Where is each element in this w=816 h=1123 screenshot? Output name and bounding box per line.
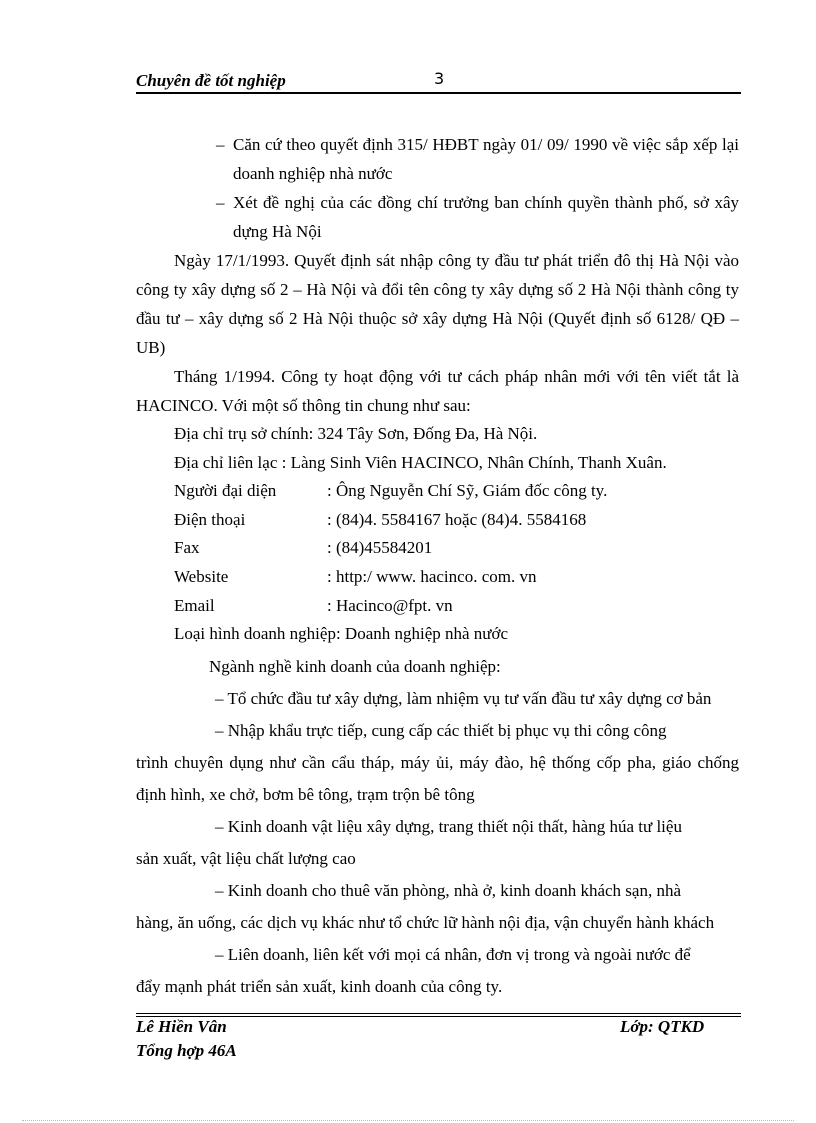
business-item-continuation: đẩy mạnh phát triển sản xuất, kinh doanh của công ty. xyxy=(136,976,503,996)
bullet-item xyxy=(216,130,739,188)
contact-row xyxy=(174,506,739,535)
business-item: – Tổ chức đầu tư xây dựng, làm nhiệm vụ tư vấn đầu tư xây dựng cơ bản xyxy=(215,688,712,708)
business-item: – Kinh doanh vật liệu xây dựng, trang thiết nội thất, hàng húa tư liệu xyxy=(215,816,682,836)
paragraph-hacinco: Tháng 1/1994. Công ty hoạt động với tư cách pháp nhân mới với tên viết tắt là HACINCO. Với một số thông tin chung như sau: xyxy=(136,367,739,415)
business-item: – Kinh doanh cho thuê văn phòng, nhà ở, kinh doanh khách sạn, nhà xyxy=(215,880,682,900)
contact-row xyxy=(174,592,739,621)
business-item: – Nhập khẩu trực tiếp, cung cấp các thiết bị phục vụ thi công công xyxy=(215,720,667,740)
contact-value: : http:/ www. hacinco. com. vn xyxy=(327,566,537,586)
business-item: – Liên doanh, liên kết với mọi cá nhân, đơn vị trong và ngoài nước để xyxy=(215,944,691,964)
header-title: Chuyên đề tốt nghiệp xyxy=(136,71,286,90)
document-body xyxy=(136,130,739,1003)
contact-label: Người đại diện xyxy=(174,481,277,501)
bullet-text: Xét đề nghị của các đồng chí trưởng ban chính quyền thành phố, sở xây dựng Hà Nội xyxy=(233,193,739,241)
contact-row xyxy=(174,534,739,563)
footer-class: Lớp: QTKD xyxy=(620,1017,705,1036)
contact-label: Email xyxy=(174,595,215,615)
business-section xyxy=(136,651,739,1003)
contact-value: : Ông Nguyễn Chí Sỹ, Giám đốc công ty. xyxy=(327,481,608,501)
page-header xyxy=(136,64,741,92)
footer-group: Tổng hợp 46A xyxy=(136,1041,237,1060)
footer-rule xyxy=(136,1013,741,1014)
contact-value: : (84)45584201 xyxy=(327,538,433,558)
business-item-continuation: sản xuất, vật liệu chất lượng cao xyxy=(136,848,356,868)
contact-label: Website xyxy=(174,566,229,586)
business-item-continuation: hàng, ăn uống, các dịch vụ khác như tổ chức lữ hành nội địa, vận chuyển hành khách xyxy=(136,912,715,932)
footer-author: Lê Hiền Vân xyxy=(136,1017,227,1036)
contact-label: Điện thoại xyxy=(174,509,246,529)
contact-row xyxy=(174,563,739,592)
business-item-continuation: trình chuyên dụng như cần cẩu tháp, máy ủi, máy đào, hệ thống cốp pha, giáo chống định hình, xe chở, bơm bê tông, trạm trộn bê tông xyxy=(136,752,739,804)
contact-value: : (84)4. 5584167 hoặc (84)4. 5584168 xyxy=(327,509,587,529)
header-rule xyxy=(136,92,741,94)
page-bottom-border xyxy=(22,1120,794,1121)
contact-value: : Hacinco@fpt. vn xyxy=(327,595,453,615)
page-number: 3 xyxy=(434,69,445,88)
info-contact-address: Địa chỉ liên lạc : Làng Sinh Viên HACINCO, Nhân Chính, Thanh Xuân. xyxy=(174,452,667,472)
contact-label: Fax xyxy=(174,538,200,558)
bullet-dash: – xyxy=(216,135,225,154)
business-type: Loại hình doanh nghiệp: Doanh nghiệp nhà nước xyxy=(174,624,509,644)
business-heading: Ngành nghề kinh doanh của doanh nghiệp: xyxy=(209,656,501,676)
bullet-text: Căn cứ theo quyết định 315/ HĐBT ngày 01/ 09/ 1990 về việc sắp xếp lại doanh nghiệp nhà nước xyxy=(233,135,739,183)
paragraph-merger: Ngày 17/1/1993. Quyết định sát nhập công ty đầu tư phát triển đô thị Hà Nội vào công ty xây dựng số 2 – Hà Nội và đổi tên công ty xây dựng số 2 Hà Nội thành công ty đầu tư – xây dựng số 2 Hà Nội thuộc sở xây dựng Hà Nội (Quyết định số 6128/ QĐ – UB) xyxy=(136,251,739,357)
info-address: Địa chỉ trụ sở chính: 324 Tây Sơn, Đống Đa, Hà Nội. xyxy=(174,424,538,443)
bullet-dash: – xyxy=(216,193,225,212)
contact-row xyxy=(174,477,739,506)
bullet-item xyxy=(216,188,739,246)
